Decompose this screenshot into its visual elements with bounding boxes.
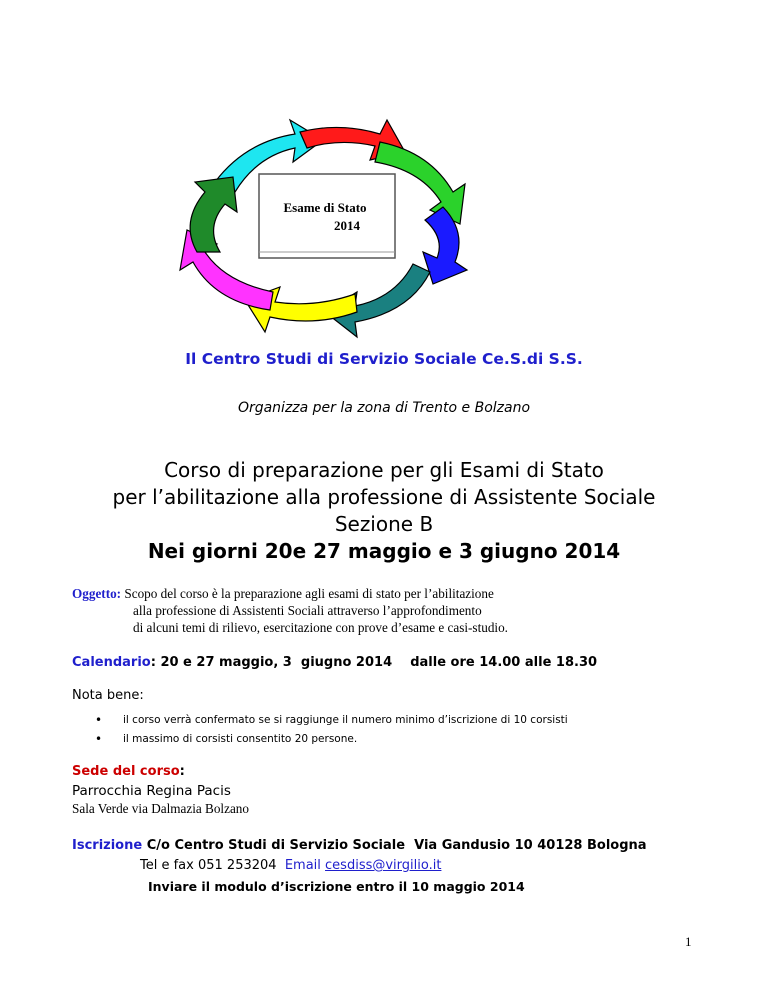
sede-address: Sala Verde via Dalmazia Bolzano (72, 801, 249, 816)
sede-name: Parrocchia Regina Pacis (72, 783, 231, 799)
iscrizione-line-1 (72, 838, 647, 853)
nota-label: Nota bene: (72, 688, 144, 703)
nota-item: • il corso verrà confermato se si raggiunge il numero minimo d’iscrizione di 10 corsisti (95, 711, 568, 730)
sede-colon: : (179, 764, 185, 779)
title-line-4: Nei giorni 20e 27 maggio e 3 giugno 2014 (147, 539, 621, 563)
oggetto-label: Oggetto: (72, 586, 122, 601)
iscrizione-address: C/o Centro Studi di Servizio Sociale Via Gandusio 10 40128 Bologna (142, 838, 647, 853)
logo-line1: Esame di Stato (283, 200, 367, 215)
calendario-label: Calendario (72, 655, 151, 670)
title-line-1: Corso di preparazione per gli Esami di Stato (164, 458, 604, 482)
iscrizione-deadline: Inviare il modulo d’iscrizione entro il 10 maggio 2014 (148, 879, 525, 894)
oggetto-line-1: Scopo del corso è la preparazione agli esami di stato per l’abilitazione (121, 586, 494, 601)
title-line-3: Sezione B (334, 512, 434, 536)
iscrizione-line-2 (140, 858, 441, 873)
oggetto-line-2: alla professione di Assistenti Sociali attraverso l’approfondimento (133, 603, 482, 618)
iscrizione-tel: Tel e fax 051 253204 (140, 858, 285, 873)
logo-center-box (259, 174, 395, 258)
nota-item: • il massimo di corsisti consentito 20 persone. (95, 730, 568, 749)
calendario-value: : 20 e 27 maggio, 3 giugno 2014 dalle ore 14.00 alle 18.30 (150, 655, 598, 670)
page-number: 1 (685, 934, 692, 949)
logo-line2: 2014 (334, 218, 360, 233)
organizza-line: Organizza per la zona di Trento e Bolzano (237, 400, 531, 416)
nota-list (95, 711, 568, 749)
iscrizione-label: Iscrizione (72, 838, 143, 853)
title-line-2: per l’abilitazione alla professione di Assistente Sociale (112, 485, 656, 509)
oggetto-section (72, 585, 508, 636)
email-label: Email (284, 858, 321, 873)
email-link[interactable]: cesdiss@virgilio.it (325, 858, 442, 873)
calendario-line (72, 655, 597, 670)
sede-label (72, 764, 185, 779)
arrow-darkgreen (190, 177, 237, 252)
oggetto-line-3: di alcuni temi di rilievo, esercitazione con prove d’esame e casi-studio. (133, 620, 508, 635)
organization-name: Il Centro Studi di Servizio Sociale Ce.S.di S.S. (185, 350, 583, 368)
sede-label-text: Sede del corso (72, 764, 180, 779)
arrow-cycle-logo (175, 112, 475, 340)
